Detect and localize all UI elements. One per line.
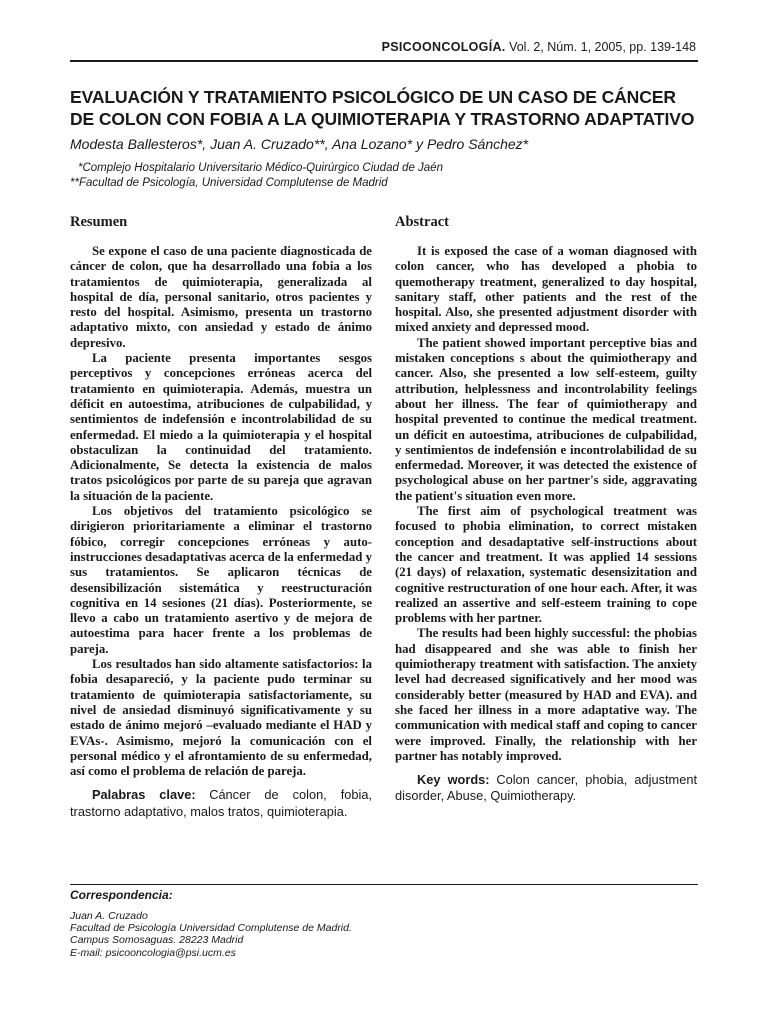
abstract-keywords: [395, 772, 697, 805]
journal-name: PSICOONCOLOGÍA.: [381, 40, 506, 54]
resumen-keywords: [70, 787, 372, 820]
abstract-paragraph: The first aim of psychological treatment was focused to phobia elimination, to correct mistaken conception and desadaptative self-instructions about the cancer and treatment. It was applied 14 sessions (21 days) of relaxation, systematic desensizitation and cognitive restructuration of one hour each. After, it was realized an assertive and self-esteem training to cope problems with her partner.: [395, 504, 697, 626]
correspondence-rule: [70, 884, 698, 885]
author-list: Modesta Ballesteros*, Juan A. Cruzado**, Ana Lozano* y Pedro Sánchez*: [70, 136, 529, 152]
resumen-heading: Resumen: [70, 214, 128, 230]
affiliation-1: *Complejo Hospitalario Universitario Médico-Quirúrgico Ciudad de Jaén: [78, 162, 443, 174]
resumen-paragraph: La paciente presenta importantes sesgos perceptivos y concepciones erróneas acerca del tratamiento en quimioterapia. Además, muestra un déficit en autoestima, atribuciones de culpabilidad, y sentimientos de indefensión e incontrolabilidad de su enfermedad. El miedo a la quimioterapia y el hospital obstaculizan la continuidad del tratamiento. Adicionalmente, Se detecta la existencia de malos tratos psicológicos por parte de su pareja que agravan la situación de la paciente.: [70, 351, 372, 503]
keywords-text: Cáncer de colon, fobia, trastorno adaptativo, malos tratos, quimioterapia.: [70, 787, 372, 819]
abstract-paragraph: The patient showed important perceptive bias and mistaken conceptions s about the quimiotherapy and cancer. Also, she presented a low self-esteem, guilty attribution, helplessness and incontrolability feelings about her illness. The fear of quimiotherapy and hospital prevented to continue the medical treatment. un déficit en autoestima, atribuciones de culpabilidad, y sentimientos de indefensión e incontrolabilidad de su enfermedad. Moreover, it was detected the existence of psychological abuse on her partner's side, aggravating the patient's situation even more.: [395, 335, 697, 503]
correspondence-block: [70, 910, 352, 959]
citation-details: Vol. 2, Núm. 1, 2005, pp. 139-148: [509, 40, 696, 54]
resumen-paragraph: Se expone el caso de una paciente diagnosticada de cáncer de colon, que ha desarrollado una fobia a los tratamientos de quimioterapia, generalizada al hospital de día, personal sanitario, otros pacientes y resto del hospital. Asimismo, presenta un trastorno adaptativo mixto, con ansiedad y estado de ánimo depresivo.: [70, 244, 372, 350]
abstract-heading: Abstract: [395, 214, 449, 230]
article-title: EVALUACIÓN Y TRATAMIENTO PSICOLÓGICO DE UN CASO DE CÁNCER DE COLON CON FOBIA A LA QUIMIOTERAPIA Y TRASTORNO ADAPTATIVO: [70, 87, 695, 129]
correspondence-name: Juan A. Cruzado: [70, 910, 148, 922]
correspondence-email: E-mail: psicooncologia@psi.ucm.es: [70, 946, 236, 959]
resumen-paragraph: Los objetivos del tratamiento psicológico se dirigieron prioritariamente a eliminar el trastorno fóbico, corregir concepciones erróneas y auto-instrucciones desadaptativas acerca de la enfermedad y sus tratamientos. Se aplicaron técnicas de desensibilización sistemática y reestructuración cognitiva en 14 sesiones (21 días). Posteriormente, se llevo a cabo un tratamiento asertivo y de mejora de autoestima para hacer frente a los problemas de pareja.: [70, 504, 372, 656]
abstract-paragraph: The results had been highly successful: the phobias had disappeared and she was able to finish her quimiotherapy treatment with satisfaction. The anxiety level had decreased significatively and her mood was considerably better (measured by HAD and EVA). and she faced her illness in a more adaptative way. The communication with medical staff and coping to cancer were improved. Finally, the relationship with her partner has notably improved.: [395, 626, 697, 763]
keywords-text: Colon cancer, phobia, adjustment disorder, Abuse, Quimiotherapy.: [395, 772, 698, 804]
resumen-paragraph: Los resultados han sido altamente satisfactorios: la fobia desapareció, y la paciente pudo terminar su tratamiento de quimioterapia satisfactoriamente, su nivel de ansiedad disminuyó significativamente y su estado de ánimo mejoró –evaluado mediante el HAD y EVAs-. Asimismo, mejoró la comunicación con el personal médico y el afrontamiento de su enfermedad, así como el problema de relación de pareja.: [70, 657, 372, 779]
correspondence-institution: Facultad de Psicología Universidad Complutense de Madrid.: [70, 922, 352, 935]
correspondence-heading: Correspondencia:: [70, 888, 173, 902]
correspondence-address: Campus Somosaguas. 28223 Madrid: [70, 934, 244, 947]
keywords-label: Palabras clave:: [92, 787, 196, 803]
affiliation-2: **Facultad de Psicología, Universidad Complutense de Madrid: [70, 177, 388, 189]
journal-citation: [382, 40, 696, 54]
resumen-column: [70, 214, 372, 820]
keywords-label: Key words:: [417, 772, 490, 788]
abstract-paragraph: It is exposed the case of a woman diagnosed with colon cancer, who has developed a phobia to quemotherapy treatment, generalized to day hospital, sanitary staff, other patients and the rest of the hospital. Also, she presented adjustment disorder with mixed anxiety and depressed mood.: [395, 244, 697, 335]
header-rule: [70, 60, 698, 62]
abstract-column: [395, 214, 697, 805]
